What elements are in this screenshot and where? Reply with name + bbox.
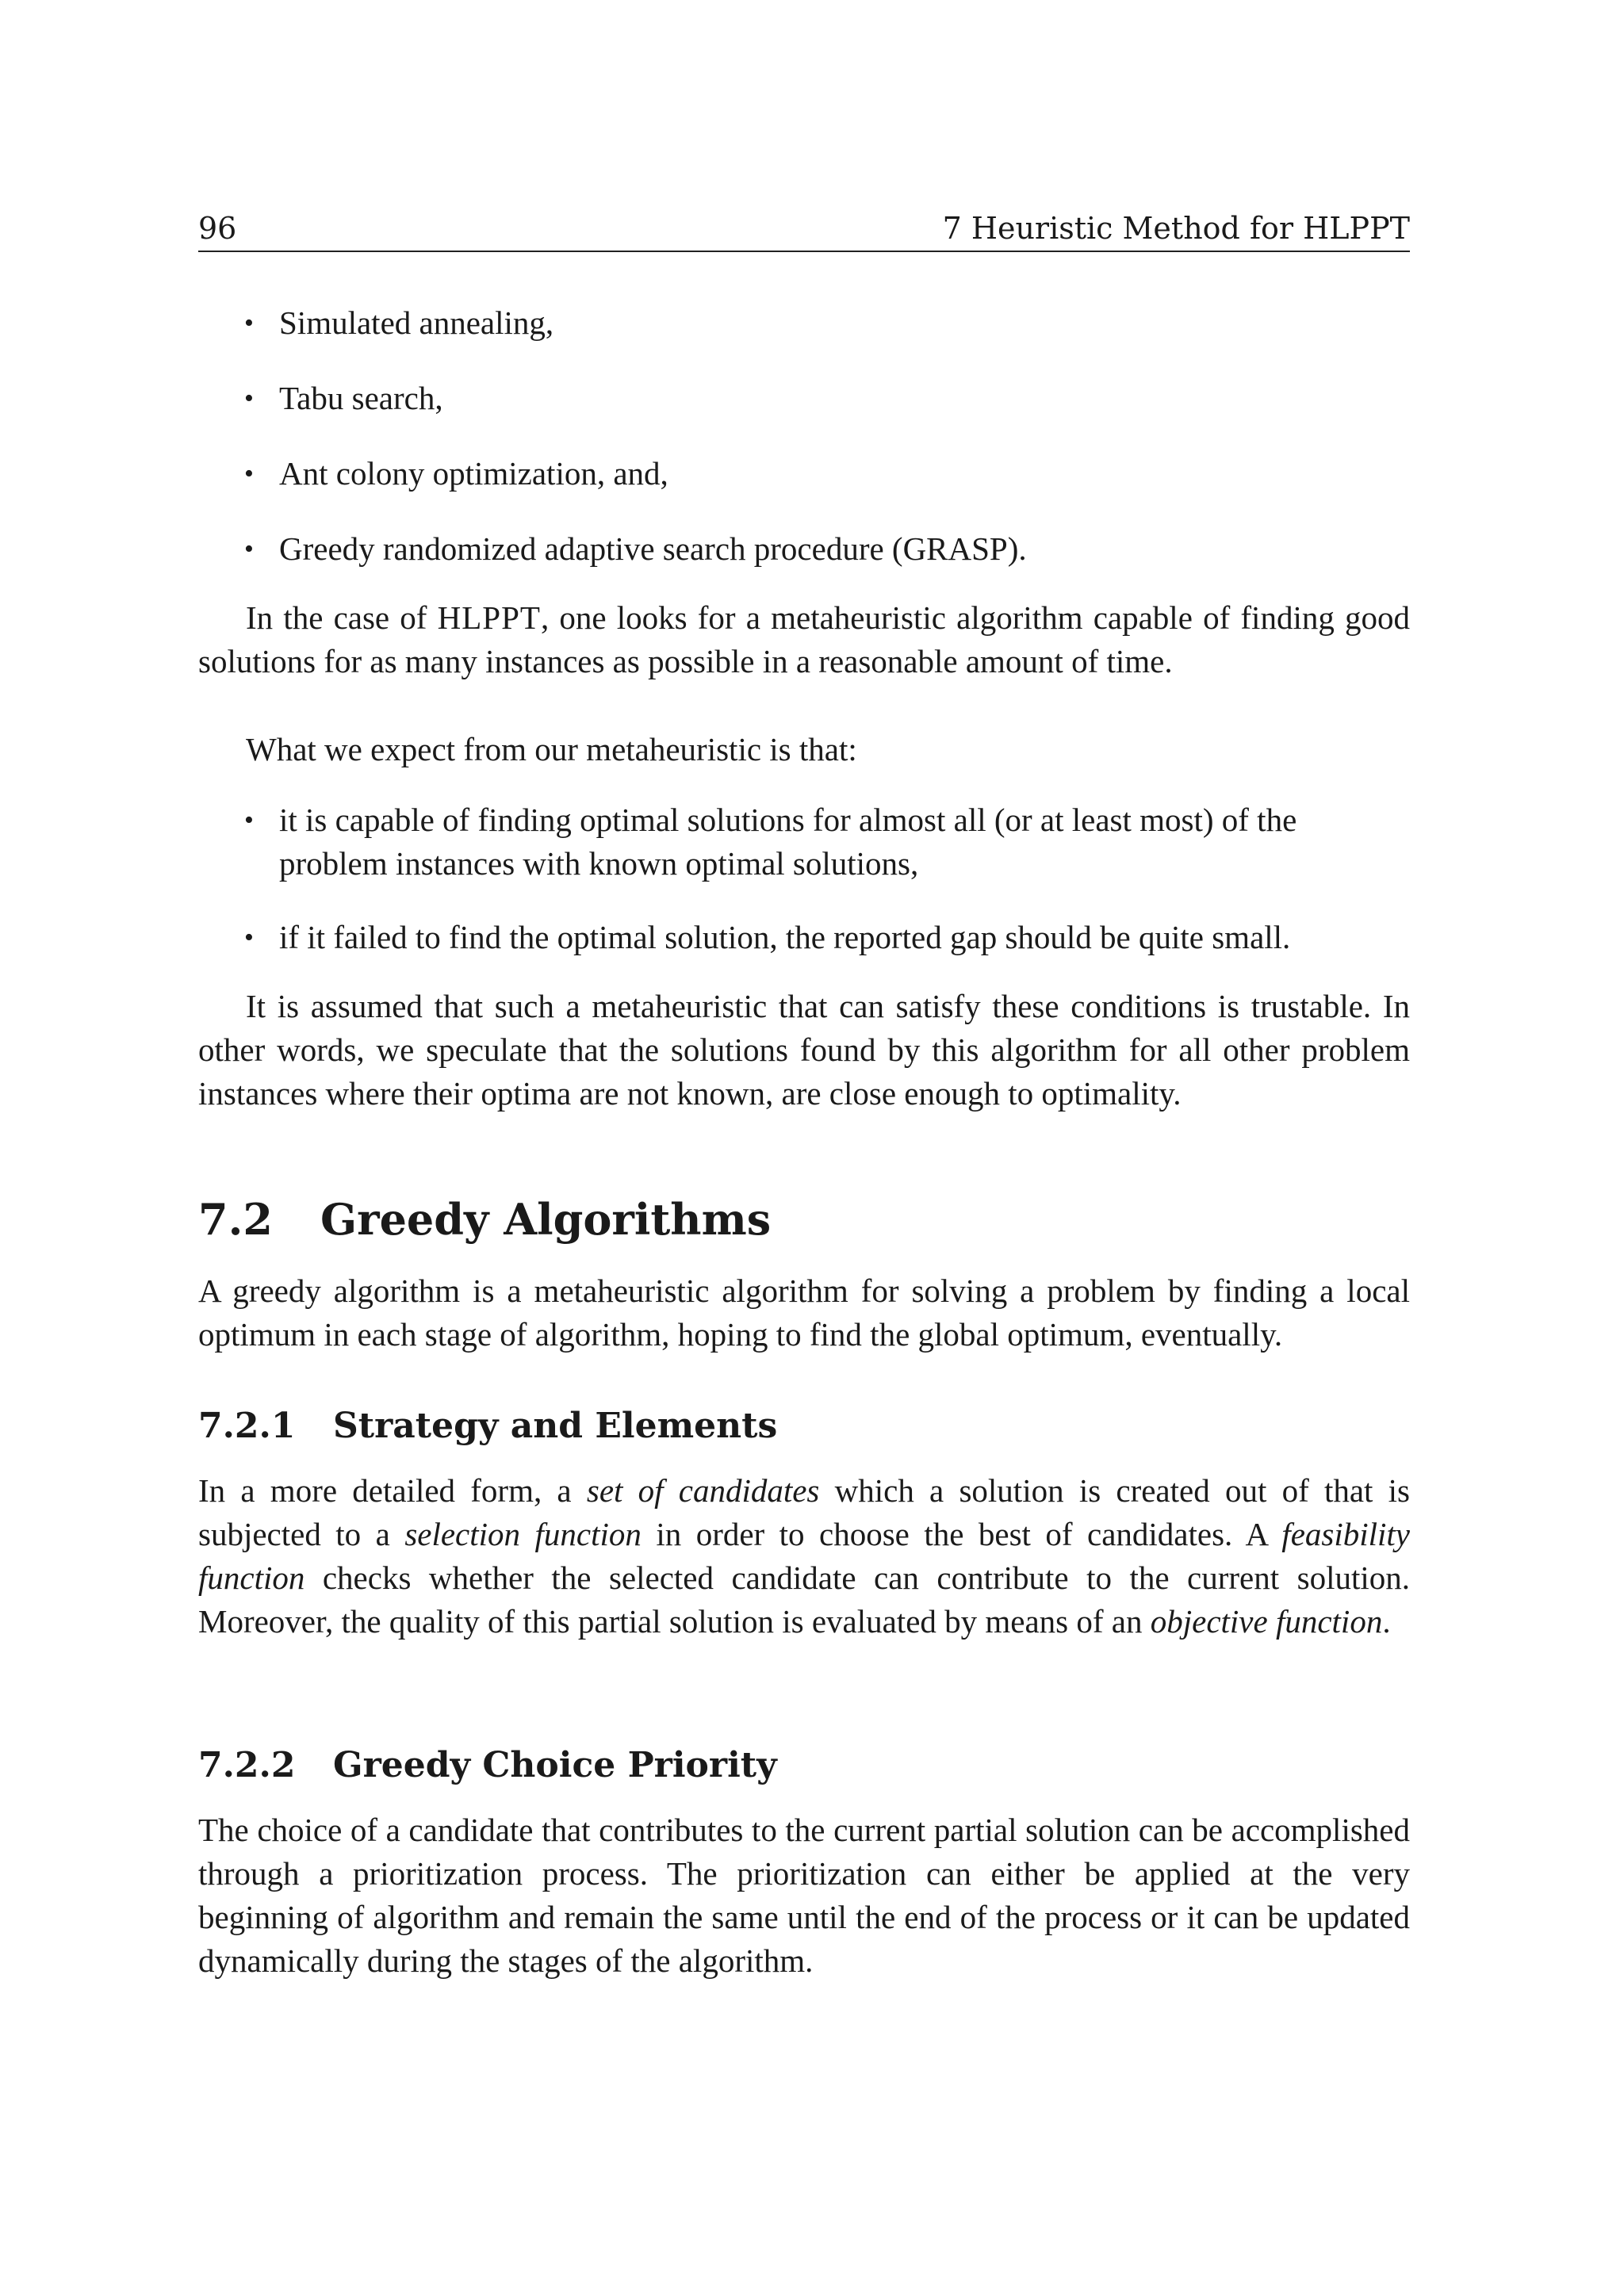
bullet-icon: • — [244, 459, 254, 488]
bullet-icon: • — [244, 806, 254, 835]
term-selection-function: selection function — [404, 1516, 642, 1552]
page-body — [198, 301, 1410, 1983]
bullet-icon: • — [244, 923, 254, 952]
subsection-heading-priority — [198, 1742, 1410, 1789]
bullet-icon: • — [244, 384, 254, 413]
list-item: • Ant colony optimization, and, — [198, 452, 1410, 496]
subsection-heading-strategy — [198, 1402, 1410, 1450]
paragraph-expectations-intro: What we expect from our metaheuristic is that: — [246, 731, 857, 767]
section-number: 7.2 — [198, 1194, 273, 1245]
list-item: • if it failed to find the optimal solution, the reported gap should be quite small. — [198, 916, 1410, 959]
method-list — [198, 301, 1410, 571]
paragraph-strategy: In a more detailed form, a set of candidates which a solution is created out of that is subjected to a selection function in order to choose the best of candidates. A feasibility function checks whether the selected candidate can contribute to the current solution. Moreover, the quality of this partial solution is evaluated by means of an objective function. — [198, 1472, 1410, 1640]
paragraph-hlppt: In the case of HLPPT, one looks for a metaheuristic algorithm capable of finding good solutions for as many instances as possible in a reasonable amount of time. — [198, 599, 1411, 679]
running-head: 7 Heuristic Method for HLPPT — [942, 211, 1410, 246]
paragraph-priority: The choice of a candidate that contributes to the current partial solution can be accomplished through a prioritization process. The prioritization can either be applied at the very beginning of algorithm and remain the same until the end of the process or it can be updated dynamically during the stages of the algorithm. — [198, 1812, 1410, 1979]
page-header — [198, 208, 1410, 252]
acronym-hlppt: HLPPT — [437, 599, 541, 636]
subsection-title: Strategy and Elements — [333, 1406, 778, 1446]
subsection-number: 7.2.2 — [198, 1745, 296, 1785]
expectation-list — [198, 798, 1410, 959]
paragraph-trustable: It is assumed that such a metaheuristic that can satisfy these conditions is trustable. In other words, we speculate that the solutions found by this algorithm for all other problem instances where their optima are not known, are close enough to optimality. — [198, 988, 1410, 1112]
subsection-title: Greedy Choice Priority — [333, 1745, 777, 1785]
term-set-of-candidates: set of candidates — [586, 1472, 820, 1509]
section-heading — [198, 1192, 1410, 1247]
term-objective-function: objective function — [1150, 1603, 1383, 1640]
list-item: • it is capable of finding optimal solutions for almost all (or at least most) of the problem instances with known optimal solutions, — [198, 798, 1410, 886]
term-feasibility-function: feasibility function — [198, 1516, 1410, 1596]
page-number: 96 — [198, 211, 237, 246]
list-item: • Tabu search, — [198, 377, 1410, 420]
list-item: • Greedy randomized adaptive search procedure (GRASP). — [198, 527, 1410, 571]
list-item: • Simulated annealing, — [198, 301, 1410, 345]
bullet-icon: • — [244, 308, 254, 338]
bullet-icon: • — [244, 534, 254, 564]
subsection-number: 7.2.1 — [198, 1406, 296, 1446]
section-title: Greedy Algorithms — [320, 1194, 772, 1245]
paragraph-greedy-definition: A greedy algorithm is a metaheuristic algorithm for solving a problem by finding a local optimum in each stage of algorithm, hoping to find the global optimum, eventually. — [198, 1272, 1410, 1353]
